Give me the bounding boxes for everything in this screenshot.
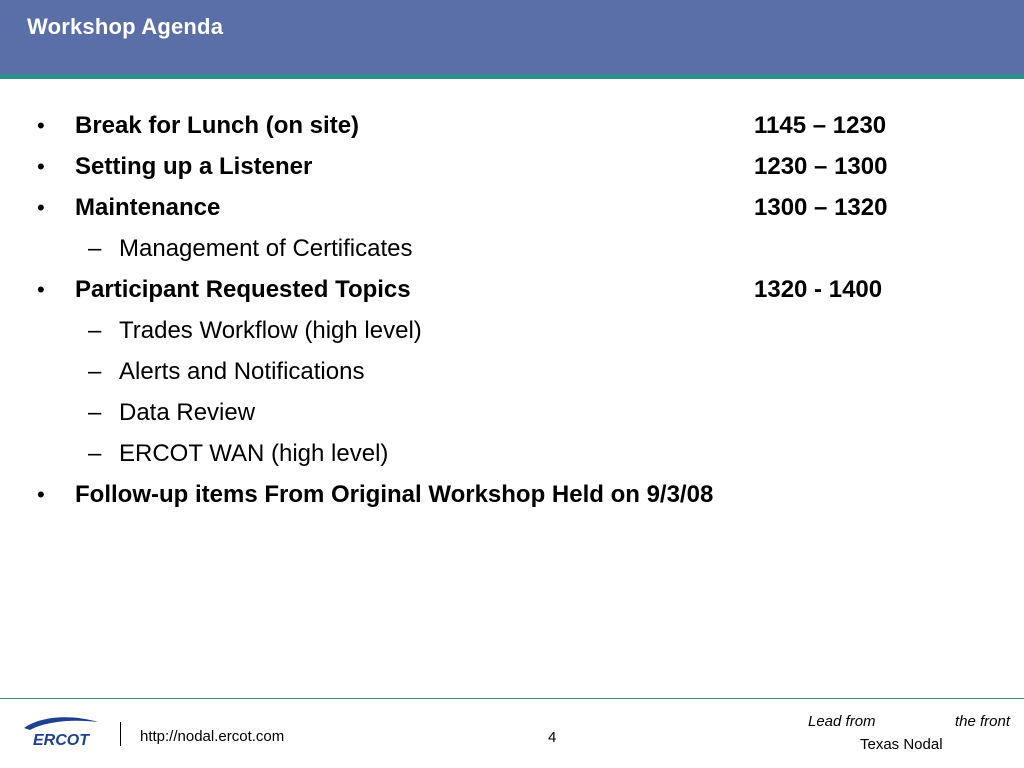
dash-marker: – — [88, 317, 102, 344]
dash-marker: – — [88, 440, 102, 467]
title-bar — [0, 0, 1024, 74]
bullet-marker: • — [37, 154, 45, 179]
tagline-the-front: the front — [955, 713, 1011, 730]
slide-title: Workshop Agenda — [27, 14, 224, 39]
agenda-subitem-label: Alerts and Notifications — [119, 358, 365, 385]
agenda-subitem-label: Management of Certificates — [119, 235, 413, 262]
footer-divider — [0, 698, 1024, 699]
header-divider — [0, 74, 1024, 79]
agenda-item-label: Break for Lunch (on site) — [75, 112, 360, 139]
agenda-item-time: 1145 – 1230 — [754, 112, 887, 139]
agenda-item-label: Participant Requested Topics — [75, 276, 411, 303]
tagline-lead-from: Lead from — [808, 713, 876, 730]
agenda-subitem-label: Trades Workflow (high level) — [119, 317, 422, 344]
agenda-item-label: Setting up a Listener — [75, 153, 313, 180]
footer-org-name: Texas Nodal — [860, 736, 943, 753]
bullet-marker: • — [37, 113, 45, 138]
agenda-subitem-label: ERCOT WAN (high level) — [119, 440, 389, 467]
logo-wordmark: ERCOT — [33, 732, 89, 749]
bullet-marker: • — [37, 482, 45, 507]
agenda-item-label: Follow-up items From Original Workshop Held on 9/3/08 — [75, 481, 714, 508]
agenda-item-time: 1320 - 1400 — [754, 276, 883, 303]
dash-marker: – — [88, 358, 102, 385]
page-number: 4 — [548, 729, 557, 746]
agenda-item-time: 1300 – 1320 — [754, 194, 888, 221]
agenda-item-time: 1230 – 1300 — [754, 153, 888, 180]
footer-separator — [120, 722, 121, 746]
footer-url: http://nodal.ercot.com — [140, 728, 285, 745]
logo-swoosh — [24, 717, 98, 730]
bullet-marker: • — [37, 277, 45, 302]
ercot-logo — [22, 712, 100, 752]
bullet-marker: • — [37, 195, 45, 220]
dash-marker: – — [88, 399, 102, 426]
agenda-subitem-label: Data Review — [119, 399, 256, 426]
agenda-item-label: Maintenance — [75, 194, 221, 221]
dash-marker: – — [88, 235, 102, 262]
